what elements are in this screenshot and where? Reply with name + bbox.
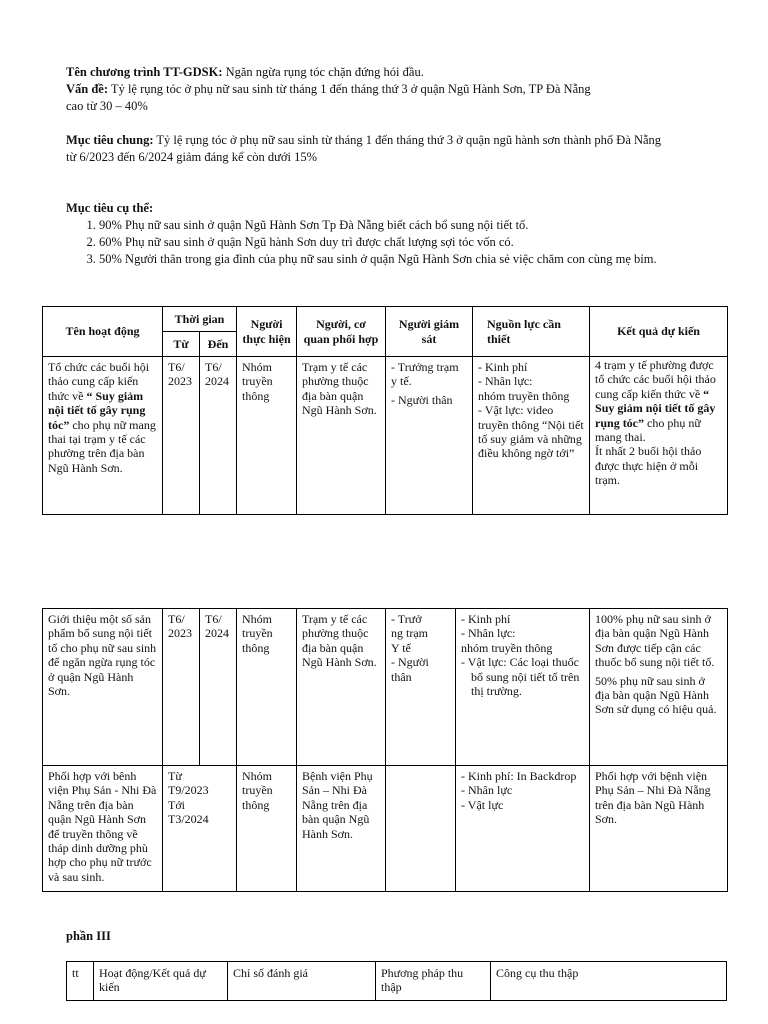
specific-goal-item: 3. 50% Người thân trong gia đình của phụ nữ sau sinh ở quận Ngũ Hành Sơn chia sẻ việc chăm con cùng mẹ bỉm. — [99, 251, 706, 268]
activity-plan-table — [42, 306, 728, 515]
program-value: Ngăn ngừa rụng tóc chặn đứng hói đầu. — [222, 65, 424, 79]
general-goal-value: Tỷ lệ rụng tóc ở phụ nữ sau sinh từ tháng 1 đến tháng thứ 3 ở quận ngũ hành sơn thành phố Đà Nẵng — [153, 133, 662, 147]
specific-goals-list — [66, 217, 706, 268]
partner-cell: Bệnh viện Phụ Sản – Nhi Đà Nẵng trên địa bàn quận Ngũ Hành Sơn. — [297, 766, 386, 892]
supervisor-cell: - Trưởng trạm y tế. - Người thân — [386, 357, 473, 515]
problem-line-2: cao từ 30 – 40% — [66, 99, 148, 113]
activity-cell: Giới thiệu một số sản phẩm bổ sung nội tiết tố cho phụ nữ sau sinh để ngăn ngừa rụng tóc ở quận Ngũ Hành Sơn. — [43, 609, 163, 766]
general-goal-line-2: từ 6/2023 đến 6/2024 giảm đáng kể còn dưới 15% — [66, 150, 318, 164]
problem-value: Tỷ lệ rụng tóc ở phụ nữ sau sinh từ tháng 1 đến tháng thứ 3 ở quận Ngũ Hành Sơn, TP Đà Nẵng — [108, 82, 591, 96]
evaluation-table — [66, 961, 727, 1001]
specific-goal-item: 2. 60% Phụ nữ sau sinh ở quận Ngũ hành Sơn duy trì được chất lượng sợi tóc vốn có. — [99, 234, 706, 251]
executor-cell: Nhóm truyền thông — [237, 766, 297, 892]
supervisor-cell — [386, 766, 456, 892]
header-supervisor: Người giám sát — [386, 307, 473, 357]
program-label: Tên chương trình TT-GDSK: — [66, 65, 223, 79]
partner-cell: Trạm y tế các phường thuộc địa bàn quận Ngũ Hành Sơn. — [297, 357, 386, 515]
resources-cell: - Kinh phí - Nhân lực: nhóm truyền thông - Vật lực: Các loại thuốc bổ sung nội tiết tố trên thị trường. — [456, 609, 590, 766]
eval-header-tool: Công cụ thu thập — [491, 962, 727, 1001]
eval-header-activity: Hoạt động/Kết quả dự kiến — [94, 962, 228, 1001]
to-cell: T6/ 2024 — [200, 357, 237, 515]
part-heading: phần III — [66, 929, 111, 943]
executor-cell: Nhóm truyền thông — [237, 357, 297, 515]
header-executor: Người thực hiện — [237, 307, 297, 357]
eval-header-index: tt — [67, 962, 94, 1001]
document-intro — [66, 64, 706, 268]
activity-plan-table-continued — [42, 608, 728, 892]
table-row — [43, 766, 728, 892]
header-resources: Nguồn lực cần thiết — [473, 307, 590, 357]
header-time: Thời gian — [163, 307, 237, 332]
header-activity: Tên hoạt động — [43, 307, 163, 357]
eval-header-indicator: Chỉ số đánh giá — [228, 962, 376, 1001]
partner-cell: Trạm y tế các phường thuộc địa bàn quận Ngũ Hành Sơn. — [297, 609, 386, 766]
problem-line — [66, 81, 706, 98]
header-partner: Người, cơ quan phối hợp — [297, 307, 386, 357]
specific-goal-item: 1. 90% Phụ nữ sau sinh ở quận Ngũ Hành Sơn Tp Đà Nẵng biết cách bổ sung nội tiết tố. — [99, 217, 706, 234]
activity-cell: Tổ chức các buổi hội thảo cung cấp kiến thức về “ Suy giảm nội tiết tố gây rụng tóc” cho phụ nữ mang thai tại trạm y tế các phường trên địa bàn Ngũ Hành Sơn. — [43, 357, 163, 515]
table-row — [67, 962, 727, 1001]
resources-cell: - Kinh phí: In Backdrop - Nhân lực - Vật lực — [456, 766, 590, 892]
general-goal-label: Mục tiêu chung: — [66, 133, 154, 147]
header-to: Đến — [200, 332, 237, 357]
time-cell: Từ T9/2023 Tới T3/2024 — [163, 766, 237, 892]
expected-cell: 100% phụ nữ sau sinh ở địa bàn quận Ngũ Hành Sơn được tiếp cận các thuốc bổ sung nội tiết tố. 50% phụ nữ sau sinh ở địa bàn quận Ngũ Hành Sơn sử dụng có hiệu quả. — [590, 609, 728, 766]
supervisor-cell: - Trưở ng trạm Y tế - Người thân — [386, 609, 456, 766]
general-goal-line — [66, 132, 706, 149]
table-row — [43, 609, 728, 766]
specific-goals-label: Mục tiêu cụ thể: — [66, 201, 154, 215]
table-row — [43, 357, 728, 515]
eval-header-method: Phương pháp thu thập — [376, 962, 491, 1001]
from-cell: T6/ 2023 — [163, 609, 200, 766]
executor-cell: Nhóm truyền thông — [237, 609, 297, 766]
activity-cell: Phối hợp với bênh viện Phụ Sản - Nhi Đà Nẵng trên địa bàn quận Ngũ Hành Sơn để truyền thông về tháp dinh dưỡng phù hợp cho phụ nữ trước và sau sinh. — [43, 766, 163, 892]
problem-label: Vấn đề: — [66, 82, 109, 96]
program-line — [66, 64, 706, 81]
header-expected: Kết quả dự kiến — [590, 307, 728, 357]
expected-cell: Phối hợp với bệnh viện Phụ Sản – Nhi Đà Nẵng trên địa bàn Ngũ Hành Sơn. — [590, 766, 728, 892]
resources-cell: - Kinh phí - Nhân lực: nhóm truyền thông - Vật lực: video truyền thông “Nội tiết tố suy giảm và những điều không ngờ tới” — [473, 357, 590, 515]
expected-cell: 4 trạm y tế phường được tổ chức các buổi hội thảo cung cấp kiến thức về “ Suy giảm nội tiết tố gây rụng tóc” cho phụ nữ mang thai. Ít nhất 2 buổi hội thảo được thực hiện ở mỗi trạm. — [590, 357, 728, 515]
to-cell: T6/ 2024 — [200, 609, 237, 766]
from-cell: T6/ 2023 — [163, 357, 200, 515]
header-from: Từ — [163, 332, 200, 357]
